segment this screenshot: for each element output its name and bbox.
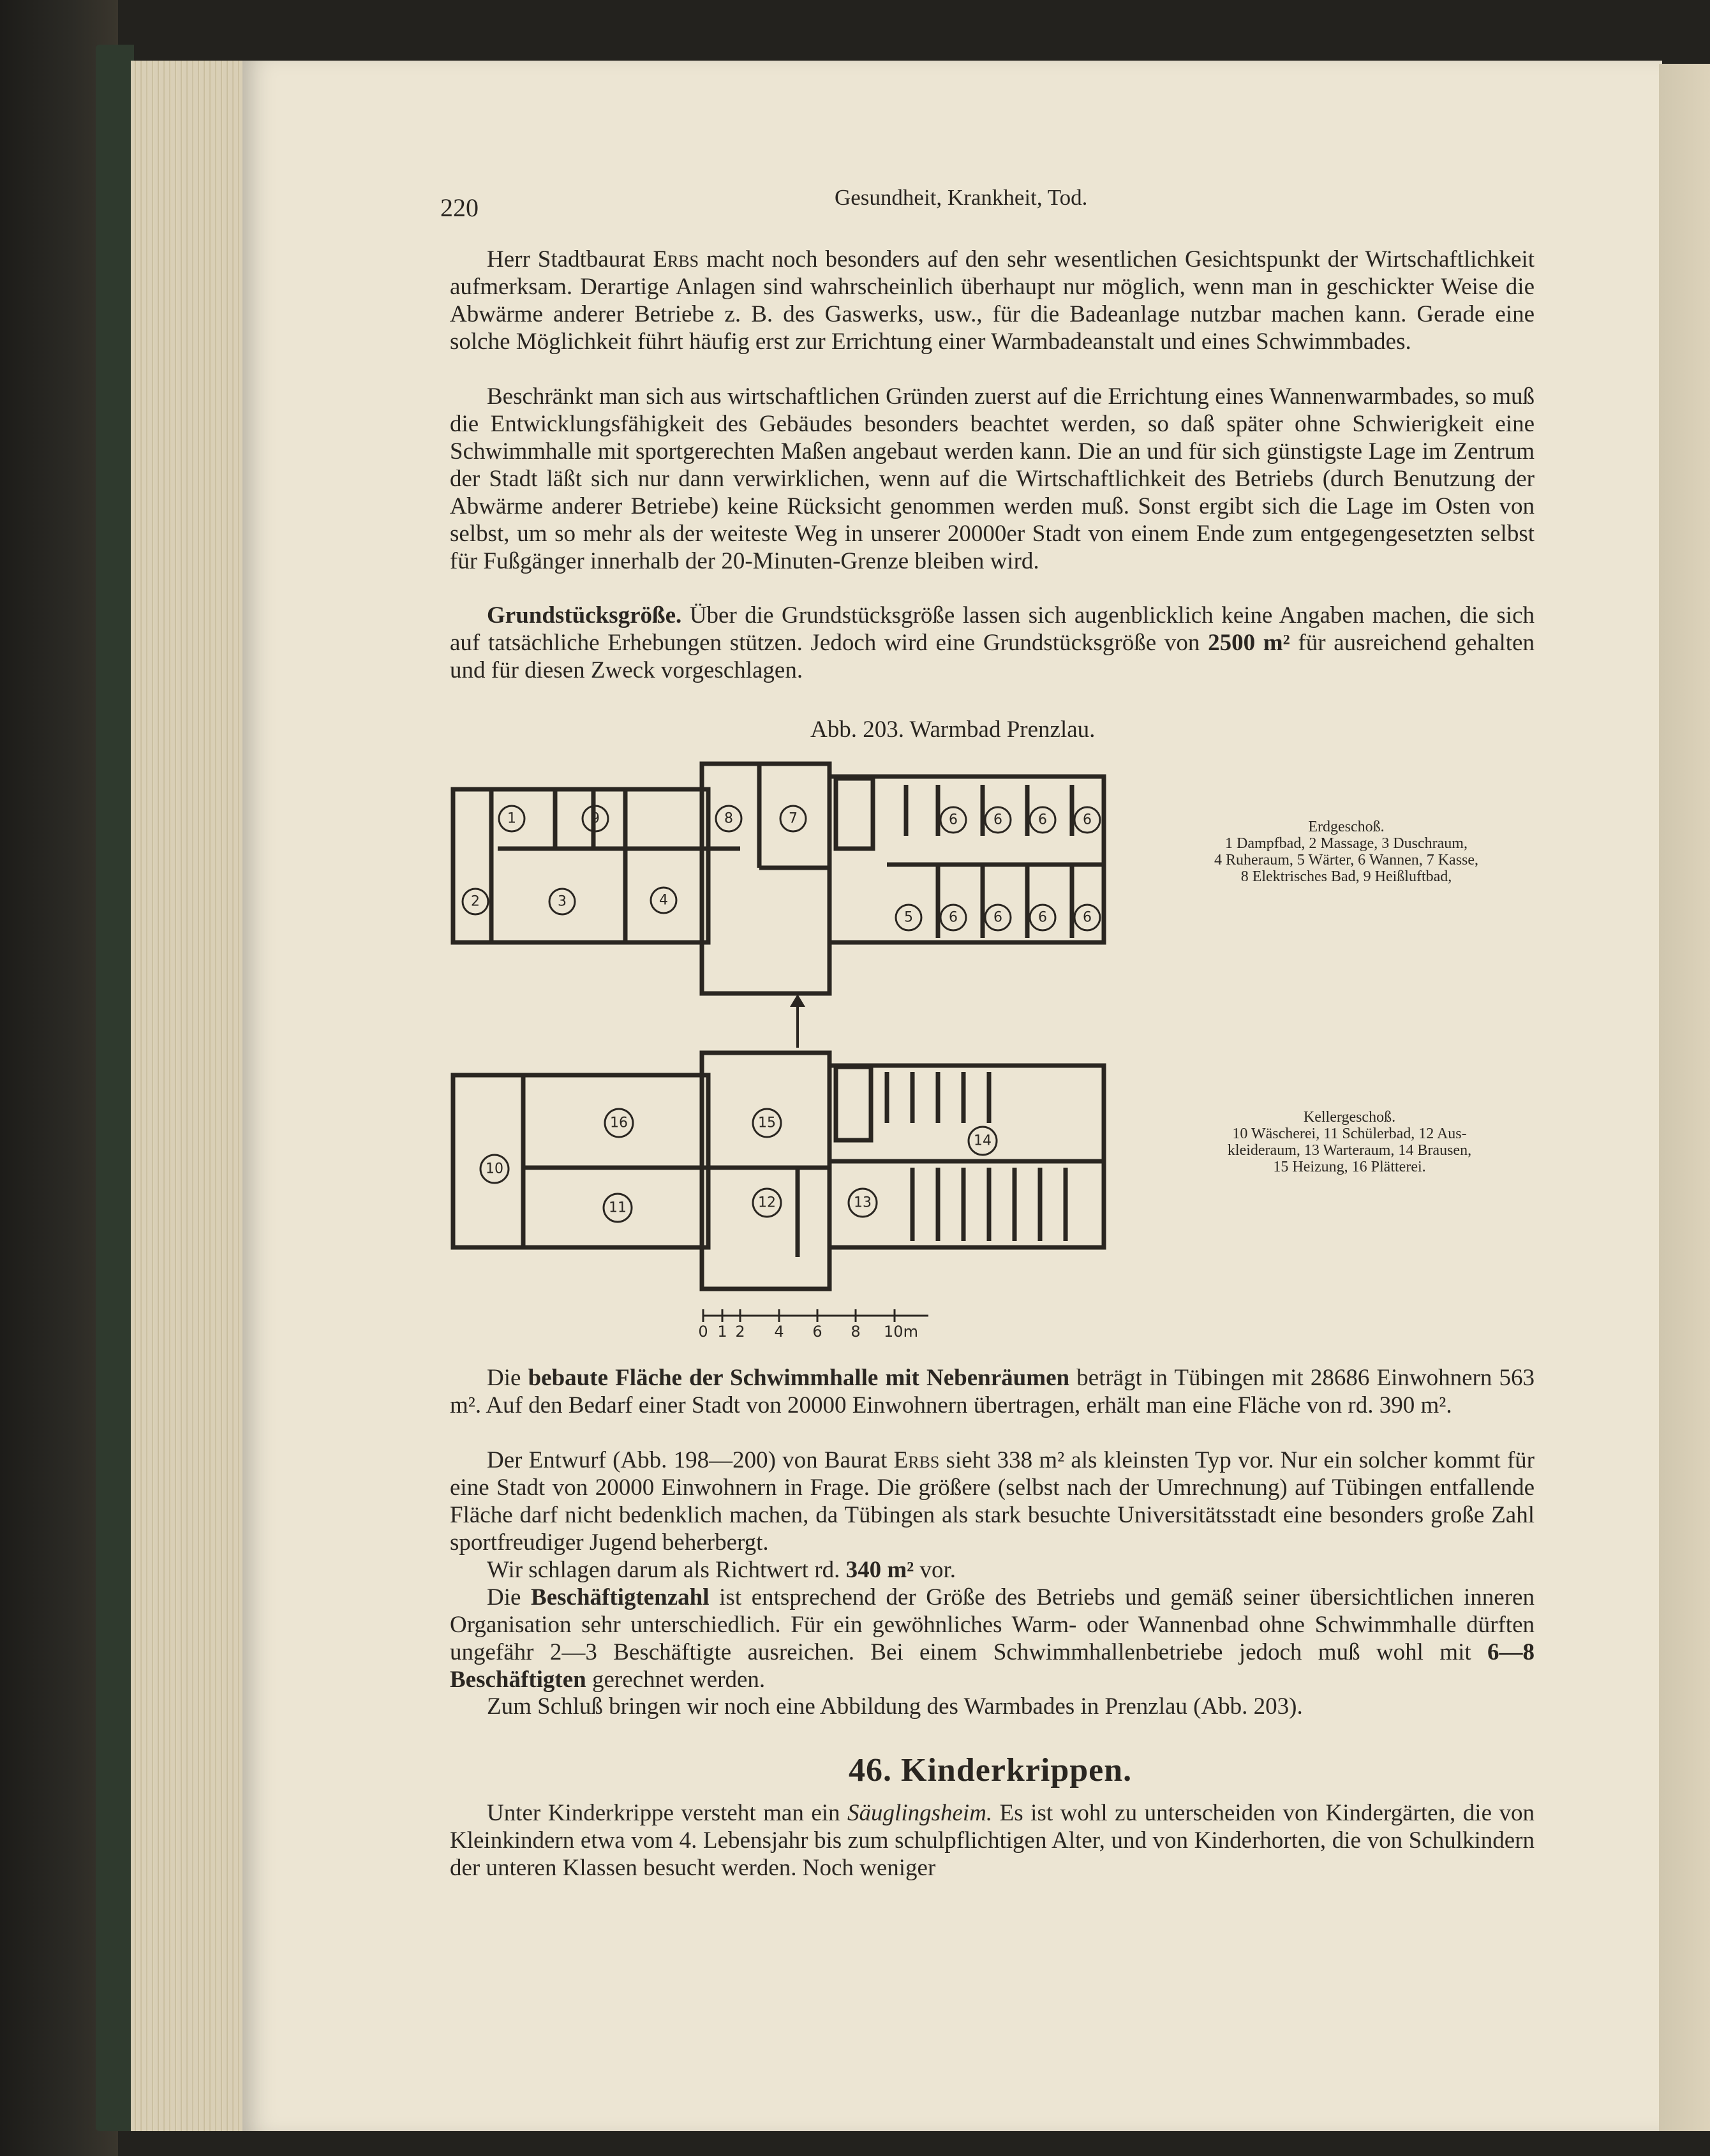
room-label: 12 <box>758 1194 776 1211</box>
room-label: 6 <box>1038 909 1047 926</box>
room-label: 6 <box>1083 812 1092 828</box>
paragraph-1: Herr Stadtbaurat Erbs macht noch besonders auf den sehr wesentlichen Gesichtspunkt der Wirtschaftlichkeit aufmerksam. Derartige Anlagen sind wahrscheinlich überhaupt nur möglich, wenn man in geschickter Weise die Abwärme anderer Betriebe z. B. des Gaswerks, usw., für die Badeanlage nutzbar machen kann. Gerade eine solche Möglichkeit führt häufig erst zur Errichtung einer Warmbadeanstalt und eines Schwimmbades. <box>450 246 1535 355</box>
room-label: 8 <box>724 810 733 827</box>
room-label: 9 <box>591 810 600 827</box>
floor-plan-figure <box>440 753 1129 1340</box>
room-label: 16 <box>610 1115 628 1131</box>
figure-caption: Abb. 203. Warmbad Prenzlau. <box>810 717 1096 743</box>
author-name: Erbs <box>653 246 699 272</box>
author-name: Erbs <box>893 1447 940 1473</box>
room-label: 7 <box>789 810 798 827</box>
running-title: Gesundheit, Krankheit, Tod. <box>835 185 1088 210</box>
room-label: 6 <box>1038 812 1047 828</box>
room-label: 13 <box>854 1194 872 1211</box>
ground-floor-legend: Erdgeschoß. 1 Dampfbad, 2 Massage, 3 Duschraum, 4 Ruheraum, 5 Wärter, 6 Wannen, 7 Kasse, 8 Elektrisches Bad, 9 Heißluftbad, <box>1214 819 1479 885</box>
paragraph-3: Grundstücksgröße. Über die Grundstücksgröße lassen sich augenblicklich keine Angaben machen, die sich auf tatsächliche Erhebungen stützen. Jedoch wird eine Grundstücksgröße von 2500 m² für ausreichend gehalten und für diesen Zweck vorgeschlagen. <box>450 602 1535 683</box>
room-label: 2 <box>471 893 480 910</box>
paragraph-6: Wir schlagen darum als Richtwert rd. 340 m² vor. <box>487 1557 956 1583</box>
paragraph-5: Der Entwurf (Abb. 198—200) von Baurat Erbs sieht 338 m² als kleinsten Typ vor. Nur ein solcher kommt für eine Stadt von 20000 Einwohnern in Frage. Die größere (selbst nach der Umrechnung) auf Tübingen entfallende Fläche darf nicht bedenklich machen, da Tübingen als stark besuchte Universitätsstadt eine besonders große Zahl sportfreudiger Jugend beherbergt. <box>450 1447 1535 1556</box>
room-label: 6 <box>949 909 958 926</box>
room-label: 6 <box>993 909 1002 926</box>
page-number: 220 <box>440 193 479 222</box>
scale-label: 2 <box>735 1323 745 1340</box>
room-label: 4 <box>659 892 668 909</box>
facing-page-edge <box>1659 64 1710 2131</box>
paragraph-9: Unter Kinderkrippe versteht man ein Säuglingsheim. Es ist wohl zu unterscheiden von Kindergärten, die von Kleinkindern etwa vom 4. Lebensjahr bis zum schulpflichtigen Alter, und von Kinderhorten, die von Schulkindern der unteren Klassen besucht werden. Noch weniger <box>450 1800 1535 1881</box>
room-label: 6 <box>949 812 958 828</box>
room-label: 5 <box>904 909 913 926</box>
room-label: 6 <box>1083 909 1092 926</box>
room-label: 3 <box>558 893 567 910</box>
section-lead: Grundstücksgröße. <box>487 602 682 628</box>
room-label: 14 <box>974 1133 992 1149</box>
scale-label: 1 <box>717 1323 727 1340</box>
scale-label: 8 <box>851 1323 861 1340</box>
section-heading: 46. Kinderkrippen. <box>849 1752 1133 1788</box>
paragraph-4: Die bebaute Fläche der Schwimmhalle mit Nebenräumen beträgt in Tübingen mit 28686 Einwohnern 563 m². Auf den Bedarf einer Stadt von 20000 Einwohnern übertragen, erhält man eine Fläche von rd. 390 m². <box>450 1365 1535 1418</box>
paragraph-8: Zum Schluß bringen wir noch eine Abbildung des Warmbades in Prenzlau (Abb. 203). <box>487 1693 1303 1720</box>
scale-label: 4 <box>774 1323 784 1340</box>
scale-label: 6 <box>812 1323 822 1340</box>
book-cover-edge <box>96 45 134 2131</box>
room-label: 10 <box>486 1161 503 1177</box>
room-label: 1 <box>507 810 516 827</box>
paragraph-2: Beschränkt man sich aus wirtschaftlichen Gründen zuerst auf die Errichtung eines Wannenwarmbades, so muß die Entwicklungsfähigkeit des Gebäudes besonders beachtet werden, so daß später ohne Schwierigkeit eine Schwimmhalle mit sportgerechten Maßen angebaut werden kann. Die an und für sich günstigste Lage im Zentrum der Stadt läßt sich nur dann verwirklichen, wenn auf die Wirtschaftlichkeit des Betriebs (durch Benutzung der Abwärme anderer Betriebe) keine Rücksicht genommen werden muß. Sonst ergibt sich die Lage im Osten von selbst, um so mehr als der weiteste Weg in unserer 20000er Stadt von einem Ende zum entgegengesetzten selbst für Fußgänger innerhalb der 20-Minuten-Grenze bleiben wird. <box>450 383 1535 574</box>
room-label: 6 <box>993 812 1002 828</box>
scale-bar <box>703 1309 928 1322</box>
room-label: 15 <box>758 1115 776 1131</box>
scale-label: 0 <box>698 1323 708 1340</box>
paragraph-7: Die Beschäftigtenzahl ist entsprechend der Größe des Betriebs und gemäß seiner übersichtlichen inneren Organisation sehr unterschiedlich. Für ein gewöhnliches Warm- oder Wannenbad ohne Schwimmhalle dürften ungefähr 2—3 Beschäftigte ausreichen. Bei einem Schwimmhallenbetriebe jedoch muß wohl mit 6—8 Beschäftigten gerechnet werden. <box>450 1584 1535 1693</box>
room-label: 11 <box>609 1200 627 1216</box>
scale-label: 10m <box>884 1323 918 1340</box>
basement-legend: Kellergeschoß. 10 Wäscherei, 11 Schülerbad, 12 Aus- kleideraum, 13 Warteraum, 14 Brausen, 15 Heizung, 16 Plätterei. <box>1227 1109 1472 1175</box>
